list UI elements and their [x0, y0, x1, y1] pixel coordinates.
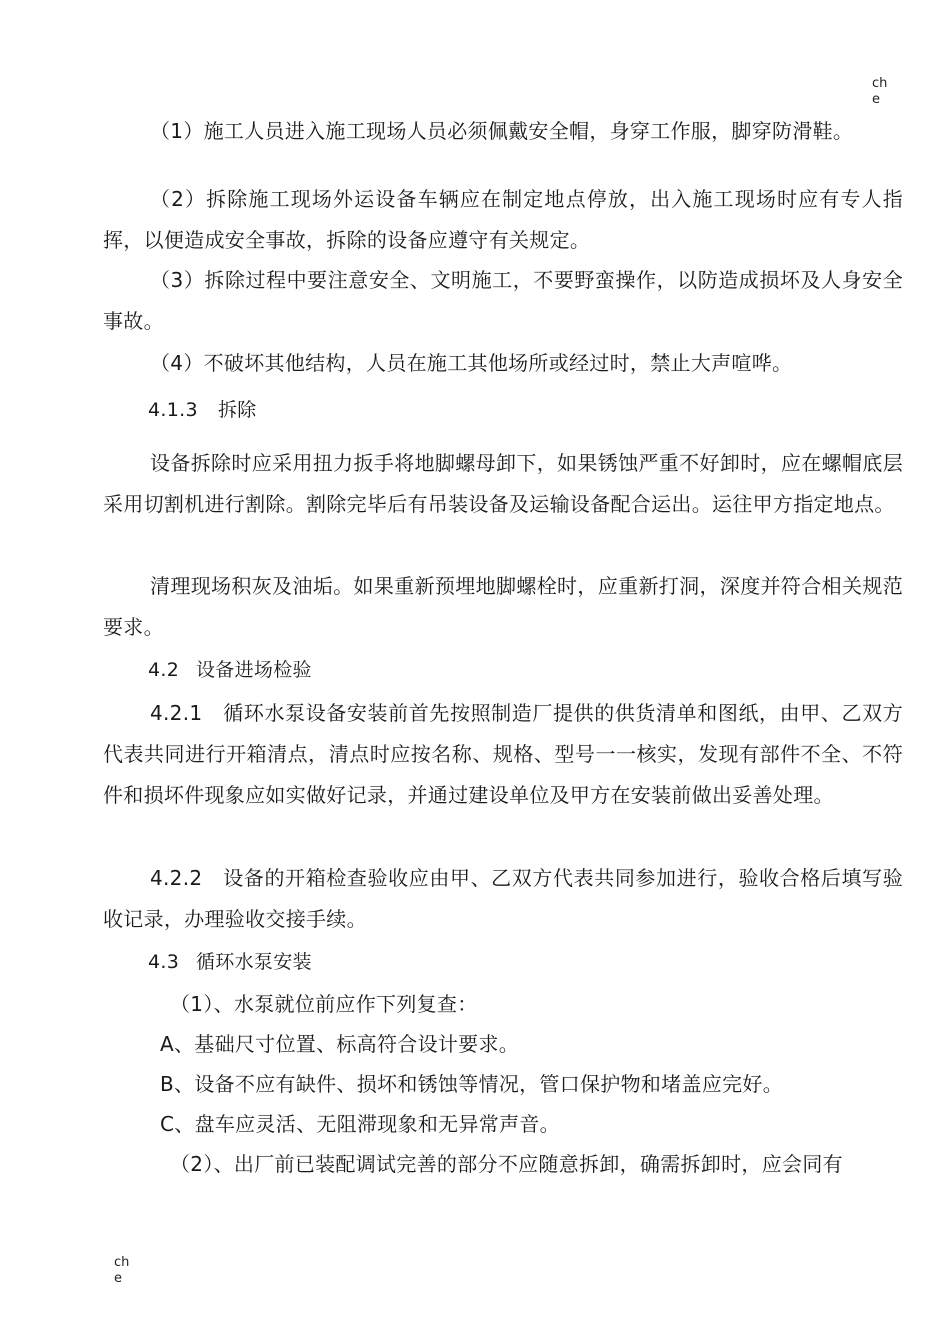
paragraph-6: 清理现场积灰及油垢。如果重新预埋地脚螺栓时，应重新打洞，深度并符合相关规范要求。 [103, 574, 903, 639]
heading-title: 拆除 [218, 399, 257, 421]
heading-4-3 [148, 942, 748, 983]
paragraph-8: 4.2.2 设备的开箱检查验收应由甲、乙双方代表共同参加进行，验收合格后填写验收记录，办理验收交接手续。 [103, 866, 903, 931]
heading-4-2 [148, 650, 748, 691]
paragraph-1: （1）施工人员进入施工现场人员必须佩戴安全帽，身穿工作服，脚穿防滑鞋。 [150, 119, 854, 143]
paragraph-12: C、盘车应灵活、无阻滞现象和无异常声音。 [160, 1112, 560, 1136]
heading-title: 循环水泵安装 [196, 951, 312, 973]
corner-mark-bottom: ch e [114, 1255, 130, 1286]
paragraph-10: A、基础尺寸位置、标高符合设计要求。 [160, 1032, 520, 1056]
heading-number: 4.2 [148, 659, 180, 681]
paragraph-4: （4）不破坏其他结构，人员在施工其他场所或经过时，禁止大声喧哗。 [150, 351, 793, 375]
heading-number: 4.1.3 [148, 399, 198, 421]
paragraph-3: （3）拆除过程中要注意安全、文明施工，不要野蛮操作，以防造成损坏及人身安全事故。 [103, 268, 903, 333]
paragraph-5: 设备拆除时应采用扭力扳手将地脚螺母卸下，如果锈蚀严重不好卸时，应在螺帽底层采用切割机进行割除。割除完毕后有吊装设备及运输设备配合运出。运往甲方指定地点。 [103, 451, 903, 516]
paragraph-13: （2）、出厂前已装配调试完善的部分不应随意拆卸，确需拆卸时，应会同有 [170, 1152, 843, 1176]
heading-number: 4.3 [148, 951, 180, 973]
paragraph-11: B、设备不应有缺件、损坏和锈蚀等情况，管口保护物和堵盖应完好。 [160, 1072, 784, 1096]
corner-mark-top: ch e [872, 76, 888, 107]
paragraph-7: 4.2.1 循环水泵设备安装前首先按照制造厂提供的供货清单和图纸，由甲、乙双方代表共同进行开箱清点，清点时应按名称、规格、型号一一核实，发现有部件不全、不符件和损坏件现象应如实做好记录，并通过建设单位及甲方在安装前做出妥善处理。 [103, 701, 903, 807]
heading-4-1-3 [148, 390, 748, 431]
heading-title: 设备进场检验 [196, 659, 312, 681]
paragraph-9: （1）、水泵就位前应作下列复查： [170, 992, 478, 1016]
paragraph-2: （2）拆除施工现场外运设备车辆应在制定地点停放，出入施工现场时应有专人指挥，以便造成安全事故，拆除的设备应遵守有关规定。 [103, 187, 903, 252]
